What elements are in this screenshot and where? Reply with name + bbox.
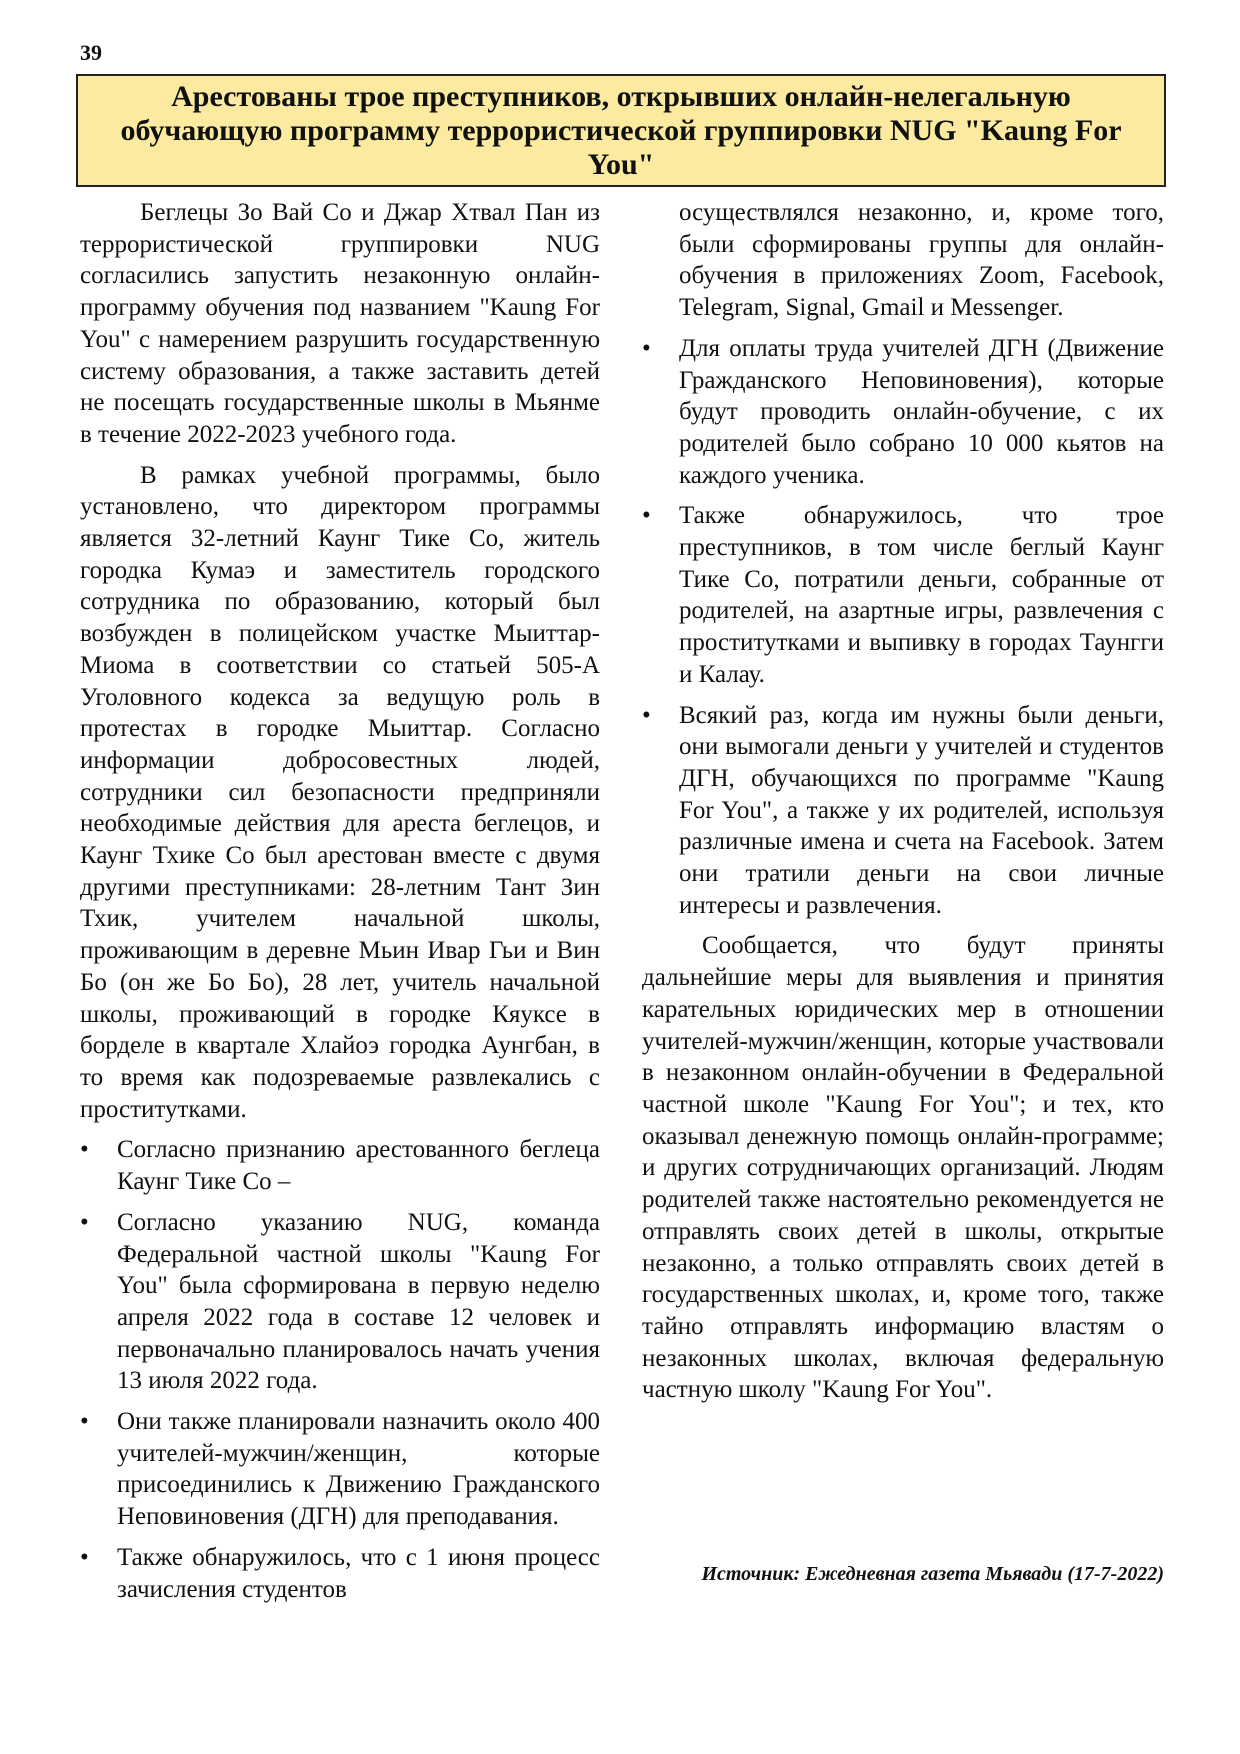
article-title: Арестованы трое преступников, открывших онлайн-нелегальную обучающую программу террористической группировки NUG "Kaung For You" bbox=[120, 79, 1122, 181]
list-item bbox=[80, 1207, 600, 1397]
right-column bbox=[642, 197, 1164, 1415]
list-item bbox=[80, 1406, 600, 1533]
bullet-icon: • bbox=[80, 1136, 89, 1164]
bullet-icon: • bbox=[642, 502, 651, 530]
list-item-text: Согласно признанию арестованного беглеца Каунг Тике Со – bbox=[117, 1136, 600, 1196]
list-item bbox=[642, 500, 1164, 690]
bullet-icon: • bbox=[80, 1408, 89, 1436]
source-citation: Источник: Ежедневная газета Мьявади (17-7-2022) bbox=[701, 1563, 1164, 1585]
list-item bbox=[642, 700, 1164, 922]
article-title-box bbox=[76, 74, 1166, 187]
paragraph-arrest: В рамках учебной программы, было установлено, что директором программы является 32-летний Каунг Тике Со, житель городка Кумаэ и заместитель городского сотрудника по образованию, который был возбужден в полицейском участке Мыиттар-Миома в соответствии со статьей 505-А Уголовного кодекса за ведущую роль в протестах в городке Мыиттар. Согласно информации добросовестных людей, сотрудники сил безопасности предприняли необходимые действия для ареста беглецов, и Каунг Тхике Со был арестован вместе с двумя другими преступниками: 28-летним Тант Зин Тхик, учителем начальной школы, проживающим в деревне Мьин Ивар Гьи и Вин Бо (он же Бо Бо), 28 лет, учитель начальной школы, проживающий в городке Кяуксе в борделе в квартале Хлайоэ городка Аунгбан, в то время как подозреваемые развлекались с проститутками. bbox=[80, 461, 600, 1123]
list-item-text: Согласно указанию NUG, команда Федеральной частной школы "Kaung For You" была сформирована в первую неделю апреля 2022 года в составе 12 человек и первоначально планировалось начать учения 13 июля 2022 года. bbox=[117, 1208, 600, 1395]
list-item-text: Также обнаружилось, что трое преступников, в том числе беглый Каунг Тике Со, потратили деньги, собранные от родителей, на азартные игры, развлечения с проститутками и выпивку в городах Таунгги и Калау. bbox=[679, 502, 1164, 688]
list-item bbox=[80, 1542, 600, 1605]
bullet-icon: • bbox=[642, 701, 651, 729]
list-item bbox=[642, 333, 1164, 492]
list-item-text: Также обнаружилось, что с 1 июня процесс зачисления студентов bbox=[117, 1543, 600, 1603]
left-column bbox=[80, 197, 600, 1614]
paragraph-intro: Беглецы Зо Вай Со и Джар Хтвал Пан из террористической группировки NUG согласились запустить незаконную онлайн-программу обучения под названием "Kaung For You" с намерением разрушить государственную систему образования, а также заставить детей не посещать государственные школы в Мьянме в течение 2022-2023 учебного года. bbox=[80, 199, 600, 448]
list-item-continuation bbox=[642, 197, 1164, 324]
bullet-icon: • bbox=[80, 1208, 89, 1236]
list-item-text: Всякий раз, когда им нужны были деньги, они вымогали деньги у учителей и студентов ДГН, обучающихся по программе "Kaung For You", а также у их родителей, используя различные имена и счета на Facebook. Затем они тратили деньги на свои личные интересы и развлечения. bbox=[679, 701, 1164, 919]
right-bullet-list bbox=[642, 197, 1164, 921]
bullet-icon: • bbox=[80, 1543, 89, 1571]
list-item-text: Для оплаты труда учителей ДГН (Движение Гражданского Неповиновения), которые будут проводить онлайн-обучение, с их родителей было собрано 10 000 кьятов на каждого ученика. bbox=[679, 334, 1164, 489]
bullet-icon: • bbox=[642, 334, 651, 362]
paragraph-closing: Сообщается, что будут приняты дальнейшие меры для выявления и принятия карательных юридических мер в отношении учителей-мужчин/женщин, которые участвовали в незаконном онлайн-обучении в Федеральной частной школе "Kaung For You"; и тех, кто оказывал денежную помощь онлайн-программе; и других сотрудничающих организаций. Людям родителей также настоятельно рекомендуется не отправлять своих детей в школы, открытые незаконно, а только отправлять своих детей в государственных школах, и, кроме того, также тайно отправлять информацию властям о незаконных школах, включая федеральную частную школу "Kaung For You". bbox=[642, 932, 1164, 1404]
list-item-text: Они также планировали назначить около 400 учителей-мужчин/женщин, которые присоединились к Движению Гражданского Неповиновения (ДГН) для преподавания. bbox=[117, 1408, 600, 1531]
left-bullet-list bbox=[80, 1134, 600, 1605]
list-item-text: осуществлялся незаконно, и, кроме того, были сформированы группы для онлайн-обучения в приложениях Zoom, Facebook, Telegram, Signal, Gmail и Messenger. bbox=[679, 199, 1164, 322]
list-item bbox=[80, 1134, 600, 1197]
page-number: 39 bbox=[80, 40, 102, 65]
